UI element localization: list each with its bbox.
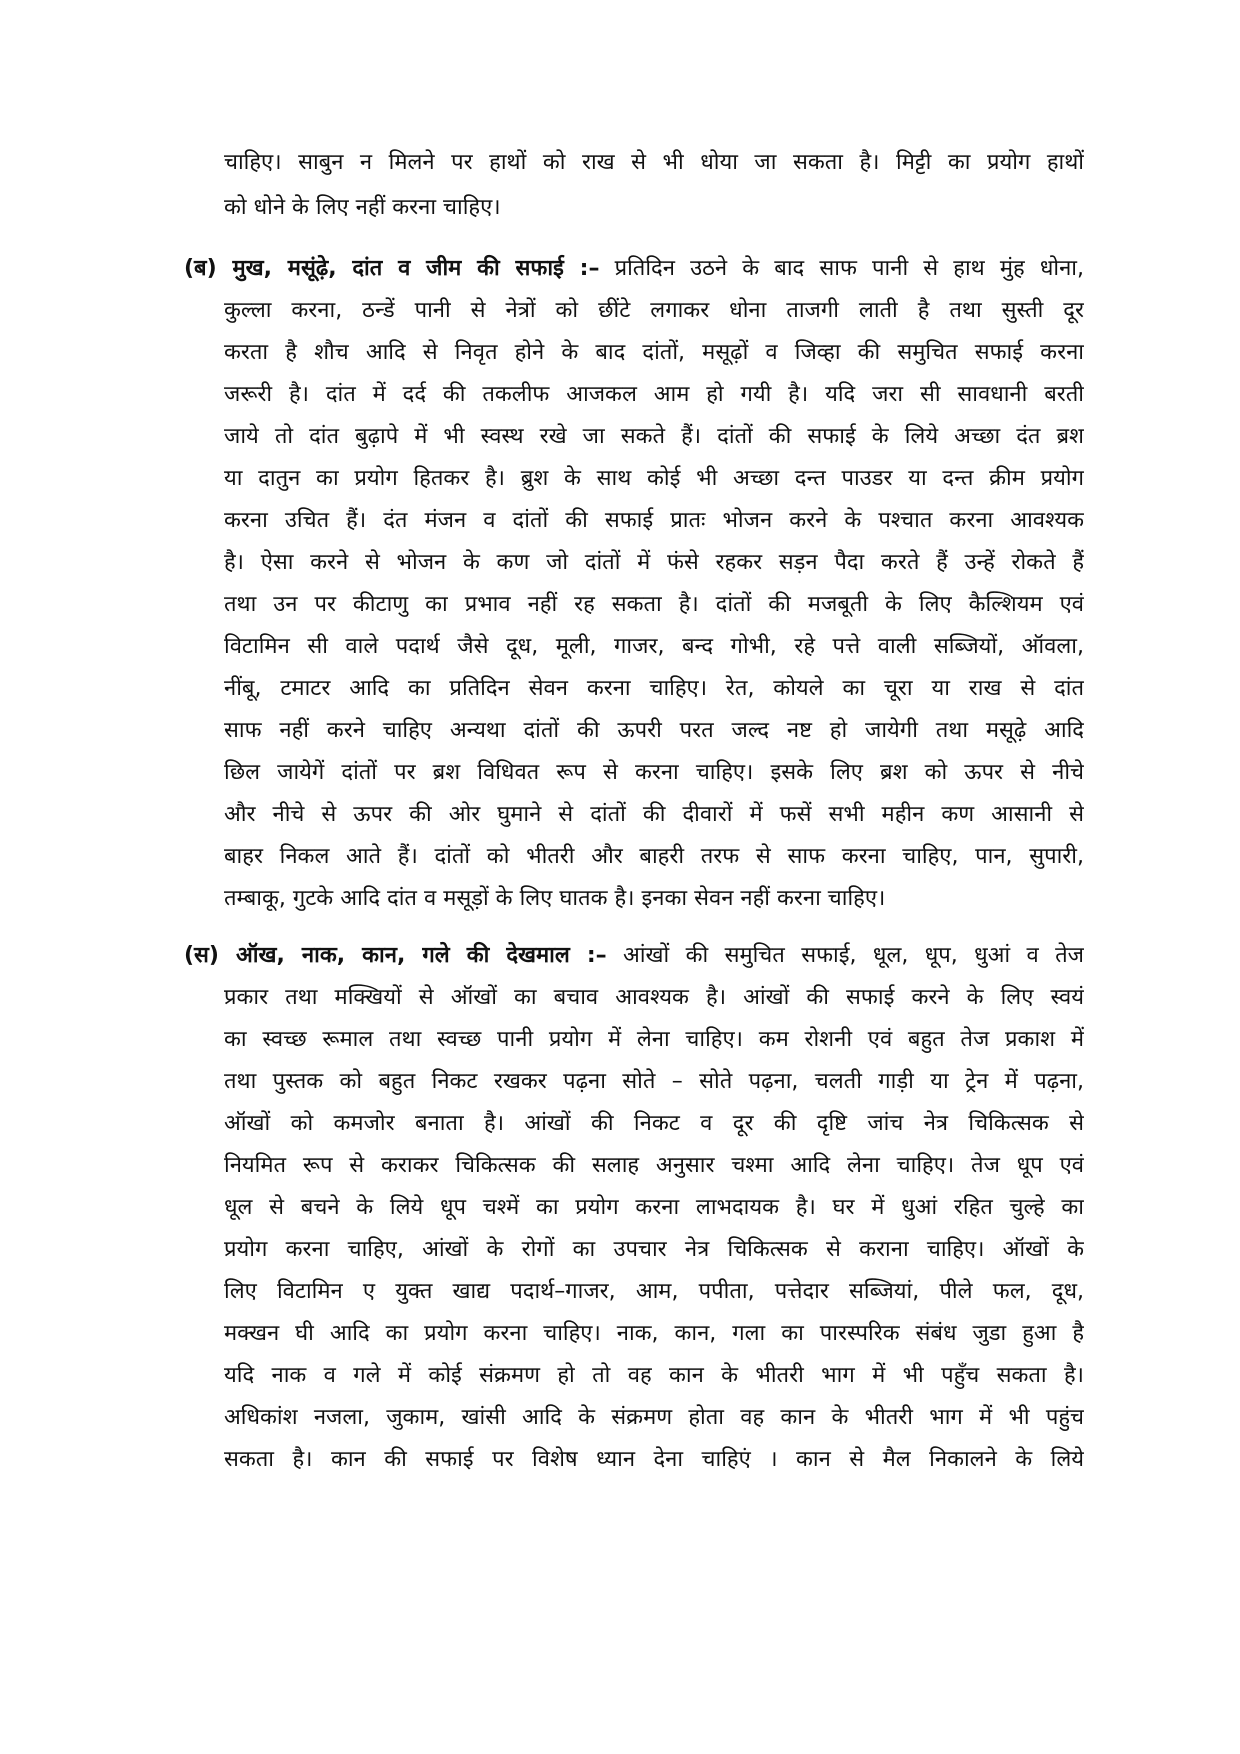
text-line: नींबू, टमाटर आदि का प्रतिदिन सेवन करना चाहिए। रेत, कोयले का चूरा या राख से दांत	[224, 676, 1084, 701]
text-line: साफ नहीं करने चाहिए अन्यथा दांतों की ऊपरी परत जल्द नष्ट हो जायेगी तथा मसूढ़े आदि	[224, 718, 1084, 743]
text-line: या दातुन का प्रयोग हितकर है। ब्रुश के साथ कोई भी अच्छा दन्त पाउडर या दन्त क्रीम प्रयोग	[224, 466, 1084, 491]
text-line: छिल जायेगें दांतों पर ब्रश विधिवत रूप से करना चाहिए। इसके लिए ब्रश को ऊपर से नीचे	[224, 760, 1084, 785]
section-b-heading: (ब) मुख, मसूंढ़े, दांत व जीम की सफाई :–	[184, 256, 600, 281]
text-line: सकता है। कान की सफाई पर विशेष ध्यान देना चाहिएं । कान से मैल निकालने के लिये	[224, 1447, 1084, 1472]
text-line: का स्वच्छ रूमाल तथा स्वच्छ पानी प्रयोग में लेना चाहिए। कम रोशनी एवं बहुत तेज प्रकाश में	[224, 1027, 1084, 1052]
section-b-first-line	[184, 254, 1084, 284]
text-line: कुल्ला करना, ठन्डें पानी से नेत्रों को छींटे लगाकर धोना ताजगी लाती है तथा सुस्ती दूर	[224, 298, 1084, 323]
text-line: विटामिन सी वाले पदार्थ जैसे दूध, मूली, गाजर, बन्द गोभी, रहे पत्ते वाली सब्जियों, ऑवला,	[224, 634, 1084, 659]
text-line: लिए विटामिन ए युक्त खाद्य पदार्थ–गाजर, आम, पपीता, पत्तेदार सब्जियां, पीले फल, दूध,	[224, 1279, 1084, 1304]
text-line: है। ऐसा करने से भोजन के कण जो दांतों में फंसे रहकर सड़न पैदा करते हैं उन्हें रोकते हैं	[224, 550, 1084, 575]
text-line: प्रतिदिन उठने के बाद साफ पानी से हाथ मुंह धोना,	[614, 256, 1084, 281]
section-s-first-line	[184, 941, 1084, 971]
text-line: जाये तो दांत बुढ़ापे में भी स्वस्थ रखे जा सकते हैं। दांतों की सफाई के लिये अच्छा दंत ब्रश	[224, 424, 1084, 449]
text-line: ऑखों को कमजोर बनाता है। आंखों की निकट व दूर की दृष्टि जांच नेत्र चिकित्सक से	[224, 1111, 1084, 1136]
text-line: करता है शौच आदि से निवृत होने के बाद दांतों, मसूढ़ों व जिव्हा की समुचित सफाई करना	[224, 340, 1084, 365]
text-line: मक्खन घी आदि का प्रयोग करना चाहिए। नाक, कान, गला का पारस्परिक संबंध जुडा हुआ है	[224, 1321, 1084, 1346]
text-line: और नीचे से ऊपर की ओर घुमाने से दांतों की दीवारों में फसें सभी महीन कण आसानी से	[224, 802, 1084, 827]
text-line: आंखों की समुचित सफाई, धूल, धूप, धुआं व तेज	[623, 943, 1084, 968]
text-line: को धोने के लिए नहीं करना चाहिए।	[224, 195, 501, 220]
text-line: प्रकार तथा मक्खियों से ऑखों का बचाव आवश्यक है। आंखों की सफाई करने के लिए स्वयं	[224, 985, 1084, 1010]
text-line: बाहर निकल आते हैं। दांतों को भीतरी और बाहरी तरफ से साफ करना चाहिए, पान, सुपारी,	[224, 844, 1084, 869]
text-line: अधिकांश नजला, जुकाम, खांसी आदि के संक्रमण होता वह कान के भीतरी भाग में भी पहुंच	[224, 1405, 1084, 1430]
text-line: करना उचित हैं। दंत मंजन व दांतों की सफाई प्रातः भोजन करने के पश्चात करना आवश्यक	[224, 508, 1084, 533]
section-s-heading: (स) ऑख, नाक, कान, गले की देखमाल :–	[184, 943, 607, 968]
text-line: धूल से बचने के लिये धूप चश्में का प्रयोग करना लाभदायक है। घर में धुआं रहित चुल्हे का	[224, 1195, 1084, 1220]
text-line: प्रयोग करना चाहिए, आंखों के रोगों का उपचार नेत्र चिकित्सक से कराना चाहिए। ऑखों के	[224, 1237, 1084, 1262]
text-line: तम्बाकू, गुटके आदि दांत व मसूड़ों के लिए घातक है। इनका सेवन नहीं करना चाहिए।	[224, 886, 886, 911]
text-line: चाहिए। साबुन न मिलने पर हाथों को राख से भी धोया जा सकता है। मिट्टी का प्रयोग हाथों	[224, 150, 1084, 175]
text-line: तथा उन पर कीटाणु का प्रभाव नहीं रह सकता है। दांतों की मजबूती के लिए कैल्शियम एवं	[224, 592, 1084, 617]
text-line: तथा पुस्तक को बहुत निकट रखकर पढ़ना सोते – सोते पढ़ना, चलती गाड़ी या ट्रेन में पढ़ना,	[224, 1069, 1084, 1094]
text-line: जरूरी है। दांत में दर्द की तकलीफ आजकल आम हो गयी है। यदि जरा सी सावधानी बरती	[224, 382, 1084, 407]
text-line: नियमित रूप से कराकर चिकित्सक की सलाह अनुसार चश्मा आदि लेना चाहिए। तेज धूप एवं	[224, 1153, 1084, 1178]
text-line: यदि नाक व गले में कोई संक्रमण हो तो वह कान के भीतरी भाग में भी पहुँच सकता है।	[224, 1363, 1084, 1388]
